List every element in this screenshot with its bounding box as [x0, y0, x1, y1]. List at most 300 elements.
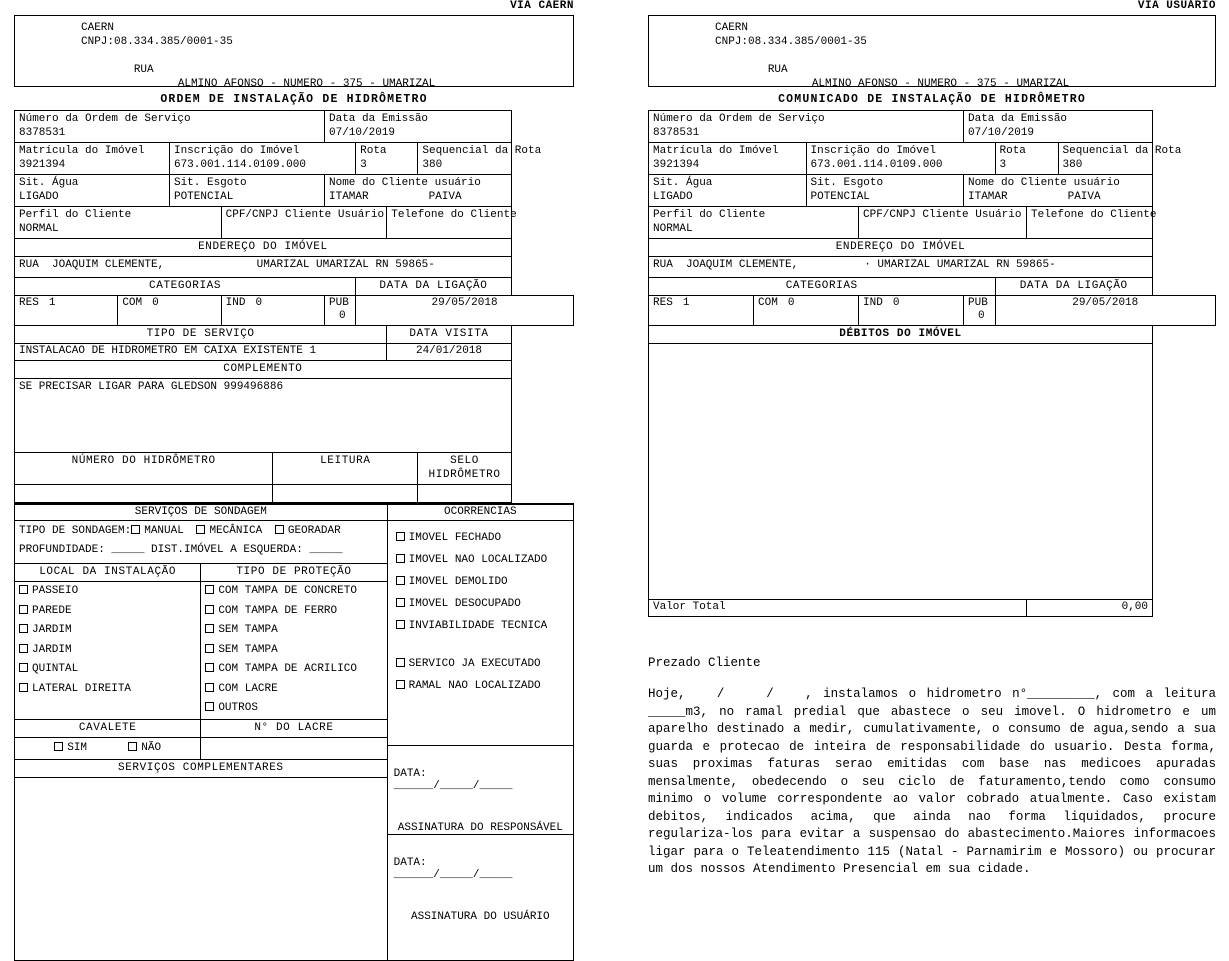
table-row [649, 257, 1216, 278]
label-inviabilidade-tecnica: INVIABILIDADE TECNICA [408, 620, 548, 632]
cpf-label: CPF/CNPJ Cliente Usuário [225, 209, 385, 221]
table-row [15, 278, 574, 296]
table-row [388, 746, 573, 835]
label-imovel-nao-localizado: IMOVEL NAO LOCALIZADO [408, 554, 548, 566]
num-os-label: Número da Ordem de Serviço [19, 113, 191, 125]
cpf-cell-right [859, 207, 1027, 239]
table-row [15, 759, 387, 777]
label-quintal: QUINTAL [32, 663, 79, 675]
endereco-band: ENDEREÇO DO IMÓVEL [198, 241, 328, 253]
categorias-band-cell [15, 278, 356, 296]
cat-res-cell [15, 296, 118, 326]
sit-esgoto-label: Sit. Esgoto [173, 177, 247, 189]
option-tampa-concreto[interactable] [201, 582, 386, 602]
data-ligacao-value: 29/05/2018 [431, 297, 498, 309]
label-sem-tampa-2: SEM TAMPA [218, 643, 278, 656]
option-sem-tampa-1[interactable] [201, 621, 386, 641]
local-instalacao-band-cell [15, 564, 201, 582]
cat-ind-cell-right [859, 296, 964, 326]
cat-pub-cell-right [964, 296, 996, 326]
num-hidrometro-head-cell [15, 453, 273, 485]
cat-res-cell-right [649, 296, 754, 326]
checkbox-quintal[interactable] [19, 663, 28, 672]
nome-cliente-first: ITAMAR [329, 191, 369, 203]
option-ramal-nao-localizado[interactable] [392, 675, 569, 697]
sit-agua-label: Sit. Água [19, 177, 79, 189]
tipo-protecao-band: TIPO DE PROTEÇÃO [236, 566, 352, 578]
table-row [15, 143, 574, 175]
via-usuario-label: VIA USUÁRIO [1137, 0, 1216, 12]
data-visita-band: DATA VISITA [409, 328, 489, 340]
checkbox-mecanica[interactable] [196, 525, 205, 534]
nome-cliente-label-right: Nome do Cliente usuário [968, 177, 1120, 189]
debitos-band-cell [649, 326, 1153, 344]
servicos-sondagem-band-cell [15, 505, 388, 521]
checkbox-servico-ja-executado[interactable] [396, 658, 405, 667]
table-row [649, 296, 1216, 326]
data-emissao-label: Data da Emissão [329, 113, 429, 125]
assinatura2-data-label: DATA: [393, 857, 427, 869]
assinatura2-data-blank: ______/_____/_____ [393, 869, 513, 881]
table-row [15, 379, 574, 453]
ocorrencias-band: OCORRENCIAS [444, 506, 517, 518]
via-caern-column [14, 0, 574, 961]
cat-pub-label: PUB [329, 297, 349, 309]
option-inviabilidade-tecnica[interactable] [392, 615, 569, 637]
table-row [649, 207, 1216, 239]
cpf-cell [221, 207, 387, 239]
table-row [15, 175, 574, 207]
cat-pub-value: 0 [339, 310, 346, 322]
label-cavalete-sim: SIM [67, 741, 88, 754]
checkbox-georadar[interactable] [275, 525, 284, 534]
company-address-right: ALMINO AFONSO - NUMERO - 375 - UMARIZAL [811, 78, 1070, 90]
valor-total-label: Valor Total [653, 601, 726, 613]
table-row [649, 239, 1216, 257]
table-row [15, 453, 574, 485]
complemento-value-cell [15, 379, 512, 453]
cat-ind-label: IND [225, 297, 246, 309]
matricula-label-right: Matrícula do Imóvel [653, 145, 779, 157]
matricula-value: 3921394 [19, 159, 66, 171]
matricula-cell [15, 143, 170, 175]
cat-pub-label-right: PUB [968, 297, 988, 309]
complemento-band: COMPLEMENTO [223, 363, 303, 375]
company-header-left [14, 15, 574, 90]
cat-com-cell [118, 296, 221, 326]
rota-cell-right [995, 143, 1058, 175]
debitos-band: DÉBITOS DO IMÓVEL [839, 328, 962, 340]
selo-head-cell [418, 453, 511, 485]
servicos-compl-input[interactable] [15, 777, 387, 960]
table-row [15, 521, 574, 961]
table-row [15, 777, 387, 960]
cat-com-value: 0 [152, 297, 159, 309]
sequencial-cell-right [1058, 143, 1182, 175]
matricula-label: Matrícula do Imóvel [19, 145, 145, 157]
telefone-label: Telefone do Cliente [391, 209, 517, 221]
option-sem-tampa-2[interactable] [201, 641, 386, 661]
cavalete-band-cell [15, 719, 201, 737]
tipo-sondagem-row [15, 521, 387, 542]
rota-value-right: 3 [999, 159, 1007, 171]
data-visita-band-cell [387, 326, 512, 344]
option-jardim-2[interactable] [15, 641, 200, 661]
table-row [649, 175, 1216, 207]
cat-res-label-right: RES [653, 297, 673, 309]
table-row [15, 737, 387, 759]
telefone-cell [387, 207, 517, 239]
via-usuario-column [648, 0, 1224, 879]
checkbox-tampa-acrilico[interactable] [205, 663, 214, 672]
assinatura-responsavel-label: ASSINATURA DO RESPONSÁVEL [397, 822, 563, 834]
nome-cliente-label: Nome do Cliente usuário [329, 177, 481, 189]
checkbox-imovel-nao-localizado[interactable] [396, 554, 405, 563]
checkbox-jardim-1[interactable] [19, 624, 28, 633]
debitos-list-cell [649, 344, 1153, 600]
tipo-sondagem-manual: MANUAL [144, 525, 184, 537]
table-row [15, 326, 574, 344]
num-hidrometro-input[interactable] [15, 485, 273, 503]
tipo-protecao-list [201, 582, 387, 720]
tipo-servico-band: TIPO DE SERVIÇO [146, 328, 255, 340]
lacre-input[interactable] [201, 737, 387, 759]
sit-esgoto-value-right: POTENCIAL [810, 191, 870, 203]
categorias-band-cell-right [649, 278, 996, 296]
leitura-header: LEITURA [320, 455, 371, 467]
os-fields-table-left [14, 110, 574, 503]
table-row [15, 719, 387, 737]
label-outros: OUTROS [218, 702, 258, 714]
local-instalacao-list [15, 582, 201, 720]
assinatura-responsavel-cell [388, 746, 573, 835]
checkbox-parede[interactable] [19, 605, 28, 614]
sondagem-ocorrencias-table [14, 504, 574, 961]
data-ligacao-band: DATA DA LIGAÇÃO [379, 280, 488, 292]
sit-agua-cell-right [649, 175, 807, 207]
label-sem-tampa-1: SEM TAMPA [218, 624, 278, 636]
table-row [15, 344, 574, 361]
checkbox-imovel-desocupado[interactable] [396, 598, 405, 607]
perfil-label-right: Perfil do Cliente [653, 209, 766, 221]
page-title-right: COMUNICADO DE INSTALAÇÃO DE HIDRÔMETRO [778, 93, 1086, 106]
checkbox-ramal-nao-localizado[interactable] [396, 680, 405, 689]
perfil-cell-right [649, 207, 859, 239]
inscricao-label: Inscrição do Imóvel [173, 145, 300, 157]
matricula-cell-right [649, 143, 807, 175]
label-imovel-demolido: IMOVEL DEMOLIDO [408, 576, 508, 588]
checkbox-jardim-2[interactable] [19, 644, 28, 653]
label-cavalete-nao: NÃO [141, 741, 162, 754]
cpf-label-right: CPF/CNPJ Cliente Usuário [863, 209, 1022, 221]
table-row [649, 344, 1216, 600]
cat-res-value: 1 [48, 297, 56, 309]
telefone-cell-right [1027, 207, 1157, 239]
selo-input[interactable] [418, 485, 511, 503]
data-ligacao-band-right: DATA DA LIGAÇÃO [1019, 280, 1128, 292]
sequencial-label: Sequencial da Rota [422, 145, 542, 157]
data-ligacao-band-cell-right [995, 278, 1153, 296]
tipo-servico-value: INSTALACAO DE HIDROMETRO EM CAIXA EXISTENTE 1 [19, 345, 317, 357]
num-os-label-right: Número da Ordem de Serviço [653, 113, 825, 125]
debitos-list [649, 344, 1152, 599]
data-ligacao-value-cell [356, 296, 574, 326]
complemento-value: SE PRECISAR LIGAR PARA GLEDSON 999496886 [19, 381, 284, 393]
option-lateral-direita[interactable] [15, 680, 200, 700]
profundidade-label: PROFUNDIDADE: _____ DIST.IMÓVEL A ESQUERDA: _____ [19, 544, 343, 556]
valor-total-value: 0,00 [1121, 601, 1148, 613]
checkbox-tampa-concreto[interactable] [205, 585, 214, 594]
company-name: CAERN [81, 22, 115, 34]
table-row [649, 600, 1216, 617]
checkbox-outros[interactable] [205, 702, 214, 711]
checkbox-manual[interactable] [131, 525, 140, 534]
checkbox-imovel-fechado[interactable] [396, 532, 405, 541]
tipo-sondagem-label: TIPO DE SONDAGEM: [19, 525, 132, 537]
endereco-value-cell-right [649, 257, 1153, 278]
checkbox-cavalete-nao[interactable] [128, 742, 137, 751]
option-imovel-demolido[interactable] [392, 571, 569, 593]
rota-label: Rota [360, 145, 387, 157]
cat-res-label: RES [19, 297, 39, 309]
label-servico-ja-executado: SERVICO JA EXECUTADO [408, 658, 541, 670]
cat-com-value-right: 0 [787, 297, 795, 309]
company-address: ALMINO AFONSO - NUMERO - 375 - UMARIZAL [177, 78, 436, 90]
sit-agua-label-right: Sit. Água [653, 177, 713, 189]
tipo-sondagem-georadar: GEORADAR [287, 525, 341, 537]
data-emissao-cell [325, 111, 512, 143]
nome-cliente-last: PAIVA [428, 191, 462, 203]
nome-cliente-cell-right [964, 175, 1153, 207]
checkbox-tampa-ferro[interactable] [205, 605, 214, 614]
option-quintal[interactable] [15, 660, 200, 680]
cat-pub-value-right: 0 [978, 310, 985, 322]
company-cnpj: CNPJ:08.334.385/0001-35 [81, 36, 233, 48]
company-cnpj-right: CNPJ:08.334.385/0001-35 [715, 36, 867, 48]
cat-com-label-right: COM [758, 297, 778, 309]
company-name-right: CAERN [715, 22, 749, 34]
data-emissao-value: 07/10/2019 [329, 127, 396, 139]
assinatura1-data-blank: ______/_____/_____ [393, 780, 513, 792]
cat-res-value-right: 1 [682, 297, 690, 309]
os-fields-table-right [648, 110, 1216, 617]
sit-agua-value: LIGADO [19, 191, 59, 203]
cavalete-options [15, 738, 200, 759]
num-os-cell [15, 111, 325, 143]
label-com-lacre: COM LACRE [218, 682, 278, 695]
endereco-value-cell [15, 257, 512, 278]
option-jardim-1[interactable] [15, 621, 200, 641]
checkbox-sem-tampa-2[interactable] [205, 644, 214, 653]
servicos-compl-band-cell [15, 759, 387, 777]
letter-body: Hoje, / / , instalamos o hidrometro n°_________, com a leitura _____m3, no ramal predial que abastece o seu imovel. O hidrometro e um aparelho destinado a medir, cumulativamente, o consumo de agua,sendo a sua guarda e protecao de inteira de responsabilidade do usuario. Desta forma, suas proximas faturas serao emitidas com base nas medicoes apuradas mensalmente, obedecendo o seu ciclo de faturamento,tendo como consumo minimo o volume correspondente ao valor cobrado atualmente. Caso existam debitos, indicados acima, que ainda nao forma liquidados, procure regulariza-los para evitar a suspensao do abastecimento.Maiores informacoes ligar para o Teleatendimento 115 (Natal - Parnamirim e Mossoro) ou procurar um dos nossos Atendimento Presencial em sua cidade. [648, 687, 1224, 876]
prezado-cliente-heading: Prezado Cliente [648, 656, 761, 670]
cat-ind-label-right: IND [863, 297, 883, 309]
data-visita-value: 24/01/2018 [415, 345, 482, 357]
lacre-band-cell [201, 719, 387, 737]
data-ligacao-value-right: 29/05/2018 [1072, 297, 1139, 309]
table-row [15, 257, 574, 278]
endereco-band-cell [15, 239, 512, 257]
checkbox-inviabilidade-tecnica[interactable] [396, 620, 405, 629]
assinatura-responsavel-block[interactable] [388, 746, 573, 796]
assinatura-usuario-block[interactable] [388, 835, 573, 885]
selo-header: SELO HIDRÔMETRO [428, 455, 501, 481]
tipo-protecao-band-cell [201, 564, 387, 582]
option-tampa-ferro[interactable] [201, 602, 386, 622]
table-row [15, 361, 574, 379]
nome-cliente-last-right: PAIVA [1067, 191, 1101, 203]
checkbox-com-lacre[interactable] [205, 683, 214, 692]
sit-agua-cell [15, 175, 170, 207]
perfil-cell [15, 207, 222, 239]
sequencial-value: 380 [422, 159, 443, 171]
label-tampa-acrilico: COM TAMPA DE ACRILICO [218, 663, 357, 675]
endereco-value-right: RUA JOAQUIM CLEMENTE, · UMARIZAL UMARIZAL RN 59865- [653, 259, 1056, 271]
cat-com-label: COM [122, 297, 143, 309]
data-emissao-cell-right [964, 111, 1153, 143]
num-os-cell-right [649, 111, 964, 143]
cat-ind-value: 0 [255, 297, 263, 309]
table-row [15, 207, 574, 239]
sondagem-body-cell [15, 521, 388, 961]
label-tampa-ferro: COM TAMPA DE FERRO [218, 604, 338, 617]
ocorrencias-band-cell [387, 505, 573, 521]
label-jardim-1: JARDIM [32, 624, 72, 636]
label-lateral-direita: LATERAL DIREITA [32, 682, 132, 695]
sequencial-value-right: 380 [1062, 159, 1083, 171]
rota-value: 3 [360, 159, 367, 171]
valor-total-label-cell [649, 600, 1027, 617]
label-parede: PAREDE [32, 604, 72, 617]
table-row [15, 564, 387, 582]
nome-cliente-cell [325, 175, 512, 207]
tipo-servico-value-cell [15, 344, 387, 361]
data-emissao-label-right: Data da Emissão [968, 113, 1068, 125]
matricula-value-right: 3921394 [653, 159, 700, 171]
sequencial-cell [418, 143, 542, 175]
tipo-sondagem-mecanica: MECÂNICA [209, 525, 263, 537]
nome-cliente-first-right: ITAMAR [968, 191, 1008, 203]
perfil-value-right: NORMAL [653, 223, 693, 235]
sit-agua-value-right: LIGADO [653, 191, 693, 203]
data-emissao-value-right: 07/10/2019 [968, 127, 1035, 139]
cat-ind-cell [221, 296, 324, 326]
telefone-label-right: Telefone do Cliente [1031, 209, 1157, 221]
option-servico-ja-executado[interactable] [392, 653, 569, 675]
table-row [15, 505, 574, 521]
cat-ind-value-right: 0 [892, 297, 900, 309]
company-address-label: RUA [133, 64, 154, 76]
page-title-left: ORDEM DE INSTALAÇÃO DE HIDRÔMETRO [160, 93, 428, 106]
servicos-sondagem-band: SERVIÇOS DE SONDAGEM [134, 506, 267, 518]
checkbox-lateral-direita[interactable] [19, 683, 28, 692]
table-row [15, 582, 387, 720]
cat-com-cell-right [754, 296, 859, 326]
rota-cell [356, 143, 418, 175]
cavalete-options-cell [15, 737, 201, 759]
option-imovel-desocupado[interactable] [392, 593, 569, 615]
table-row [649, 278, 1216, 296]
option-com-lacre[interactable] [201, 680, 386, 700]
company-address-label-right: RUA [767, 64, 788, 76]
complemento-band-cell [15, 361, 512, 379]
endereco-value: RUA JOAQUIM CLEMENTE, UMARIZAL UMARIZAL RN 59865- [19, 259, 435, 271]
assinaturas-table [388, 745, 573, 923]
table-row [649, 326, 1216, 344]
checkbox-passeio[interactable] [19, 585, 28, 594]
assinatura-usuario-label: ASSINATURA DO USUÁRIO [411, 911, 550, 923]
sequencial-label-right: Sequencial da Rota [1062, 145, 1182, 157]
table-row [388, 835, 573, 924]
servicos-complementares-band: SERVIÇOS COMPLEMENTARES [118, 761, 284, 774]
lacre-band: N° DO LACRE [254, 721, 334, 734]
option-imovel-nao-localizado[interactable] [392, 549, 569, 571]
assinatura-usuario-cell [388, 835, 573, 924]
label-ramal-nao-localizado: RAMAL NAO LOCALIZADO [408, 680, 541, 692]
table-row [649, 143, 1216, 175]
ocorrencias-body-cell [387, 521, 573, 961]
label-imovel-fechado: IMOVEL FECHADO [408, 532, 502, 544]
via-caern-label: VIA CAERN [510, 0, 574, 12]
perfil-value: NORMAL [19, 223, 59, 235]
label-jardim-2: JARDIM [32, 643, 72, 656]
option-tampa-acrilico[interactable] [201, 660, 386, 680]
option-imovel-fechado[interactable] [392, 527, 569, 549]
inscricao-cell-right [806, 143, 995, 175]
sit-esgoto-cell [169, 175, 324, 207]
rota-label-right: Rota [999, 145, 1026, 157]
table-row [15, 296, 574, 326]
valor-total-value-cell [1027, 600, 1153, 617]
inscricao-value-right: 673.001.114.0109.000 [810, 159, 943, 171]
endereco-band-cell-right [649, 239, 1153, 257]
option-parede[interactable] [15, 602, 200, 622]
num-hidrometro-header: NÚMERO DO HIDRÔMETRO [71, 455, 216, 467]
num-os-value-right: 8378531 [653, 127, 700, 139]
table-row [15, 485, 574, 503]
local-protecao-table [15, 563, 387, 960]
label-imovel-desocupado: IMOVEL DESOCUPADO [408, 598, 521, 610]
profundidade-row[interactable] [15, 542, 387, 561]
tipo-servico-band-cell [15, 326, 387, 344]
cavalete-band: CAVALETE [78, 721, 137, 734]
cat-pub-cell [325, 296, 356, 326]
checkbox-sem-tampa-1[interactable] [205, 624, 214, 633]
table-row [15, 111, 574, 143]
data-visita-value-cell [387, 344, 512, 361]
table-row [649, 111, 1216, 143]
option-outros[interactable] [201, 699, 386, 719]
label-passeio: PASSEIO [32, 585, 79, 597]
perfil-label: Perfil do Cliente [19, 209, 132, 221]
assinatura1-data-label: DATA: [393, 768, 427, 780]
company-header-right [648, 15, 1216, 90]
categorias-band-right: CATEGORIAS [785, 280, 858, 292]
option-passeio[interactable] [15, 582, 200, 602]
inscricao-label-right: Inscrição do Imóvel [810, 145, 936, 157]
sit-esgoto-value: POTENCIAL [173, 191, 234, 203]
checkbox-imovel-demolido[interactable] [396, 576, 405, 585]
data-ligacao-band-cell [356, 278, 512, 296]
categorias-band: CATEGORIAS [149, 280, 222, 292]
endereco-band-right: ENDEREÇO DO IMÓVEL [835, 241, 966, 253]
leitura-input[interactable] [273, 485, 418, 503]
inscricao-value: 673.001.114.0109.000 [173, 159, 306, 171]
num-os-value: 8378531 [19, 127, 66, 139]
label-tampa-concreto: COM TAMPA DE CONCRETO [218, 585, 357, 597]
checkbox-cavalete-sim[interactable] [54, 742, 63, 751]
